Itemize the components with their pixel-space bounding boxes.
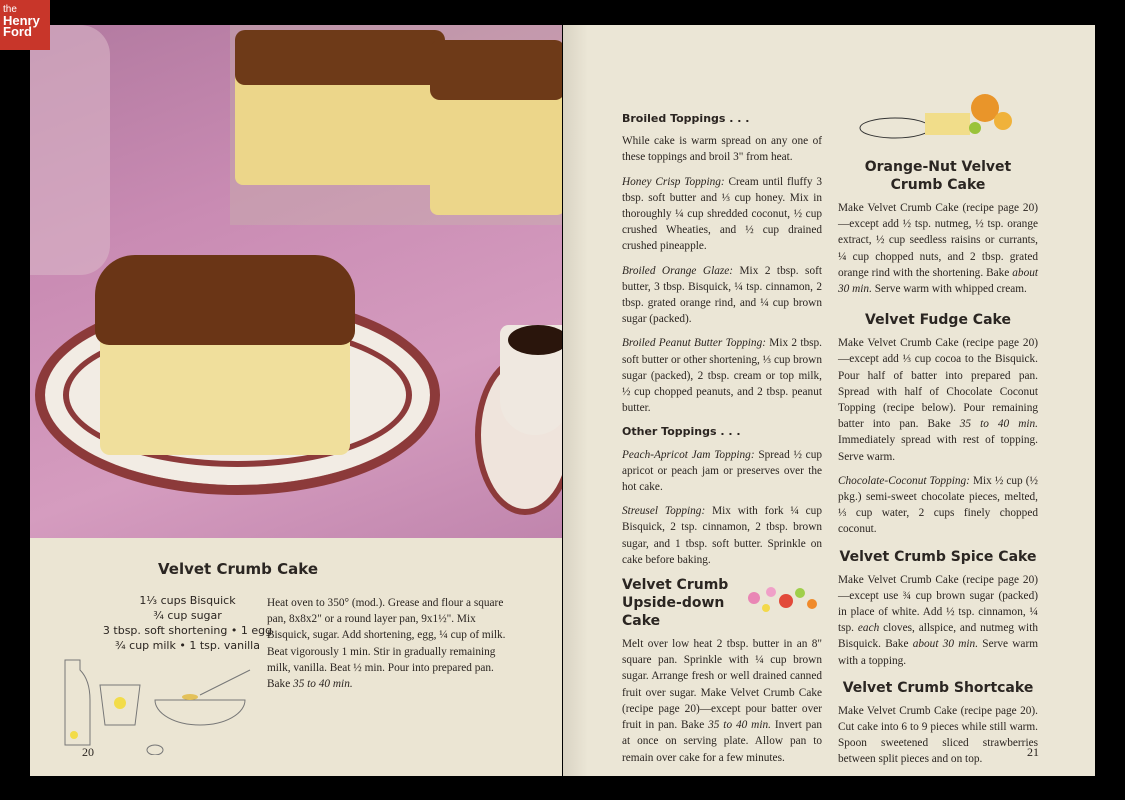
recipe-title: Velvet Crumb Cake bbox=[158, 560, 318, 578]
ingredients-list bbox=[100, 593, 275, 653]
other-toppings-heading: Other Toppings . . . bbox=[622, 425, 741, 439]
broiled-intro: While cake is warm spread on any one of these toppings and broil 3" from heat. bbox=[622, 135, 822, 164]
cake-photo bbox=[30, 25, 562, 538]
ingredient: 1⅓ cups Bisquick bbox=[139, 594, 236, 607]
upside-down-cake-text: Melt over low heat 2 tbsp. butter in an 8" square pan. Sprinkle with ¼ cup brown sugar. Arrange fresh or well drained canned fruit over sugar. Make Velvet Crumb Cake (recipe page 20)—except pour batter over fruit in pan. Bake 35 to 40 min. Invert pan at once on serving plate. Allow pan to remain over cake for a few minutes. bbox=[622, 638, 822, 764]
streusel-topping: Streusel Topping: Mix with fork ¼ cup Bisquick, 2 tsp. cinnamon, 2 tbsp. brown sugar, and 1 tbsp. soft butter. Sprinkle on cake before baking. bbox=[622, 505, 822, 566]
orange-nut-cake-title: Orange-Nut Velvet Crumb Cake bbox=[864, 159, 1012, 193]
broiled-toppings-heading: Broiled Toppings . . . bbox=[622, 112, 750, 125]
henry-ford-logo: the Henry Ford bbox=[0, 0, 50, 50]
fudge-cake-title: Velvet Fudge Cake bbox=[865, 312, 1011, 329]
right-column bbox=[838, 158, 1038, 776]
spice-cake-title: Velvet Crumb Spice Cake bbox=[839, 548, 1037, 565]
broiled-peanut-butter-topping: Broiled Peanut Butter Topping: Mix 2 tbsp. soft butter or other shortening, ⅓ cup brown sugar (packed), 2 tbsp. cream or top milk, ½ cup chopped peanuts, and 2 tbsp. peanut butter. bbox=[622, 337, 823, 415]
honey-crisp-topping: Honey Crisp Topping: Cream until fluffy 3 tbsp. soft butter and ⅓ cup honey. Mix in thoroughly ¼ cup shredded coconut, ½ cup crushed Wheaties, and ½ cup drained crushed pineapple. bbox=[622, 175, 822, 253]
chocolate-coconut-topping: Chocolate-Coconut Topping: Mix ½ cup (½ pkg.) semi-sweet chocolate pieces, melted, ⅓ cup water, 2 cups finely chopped coconut. bbox=[838, 474, 1038, 536]
bake-label: Bake bbox=[267, 678, 294, 691]
spice-cake-text: Make Velvet Crumb Cake (recipe page 20)—except use ¾ cup brown sugar (packed) in place of white. Add ½ tsp. cinnamon, ¼ tsp. each cloves, allspice, and nutmeg with Bisquick. Bake about 30 min. Serve warm with a topping. bbox=[838, 573, 1038, 667]
shortcake-text: Make Velvet Crumb Cake (recipe page 20). Cut cake into 6 to 9 pieces while still warm. Spoon sweetened sliced strawberries between split pieces and on top. bbox=[838, 704, 1038, 766]
ingredient: 3 tbsp. soft shortening • 1 egg bbox=[102, 624, 273, 637]
fudge-cake-text: Make Velvet Crumb Cake (recipe page 20)—except add ⅓ cup cocoa to the Bisquick. Pour half of batter into prepared pan. Spread with half of Chocolate Coconut Topping (recipe below). Pour remaining batter into pan. Bake 35 to 40 min. Immediately spread with rest of topping. Serve warm. bbox=[838, 337, 1039, 463]
fruit-illustration bbox=[742, 582, 822, 616]
orange-nut-cake-text: Make Velvet Crumb Cake (recipe page 20)—except add ½ tsp. nutmeg, ½ tsp. orange extract, ½ cup seedless raisins or currants, ¼ cup chopped nuts, and 2 tbsp. grated orange rind with the shortening. Bake about 30 min. Serve warm with whipped cream. bbox=[838, 202, 1038, 296]
shortcake-title: Velvet Crumb Shortcake bbox=[842, 679, 1034, 696]
mixing-bowl-illustration bbox=[60, 655, 260, 755]
orange-cake-illustration bbox=[855, 83, 1035, 153]
right-page bbox=[563, 25, 1095, 776]
page-number: 21 bbox=[1027, 745, 1039, 759]
ingredient: ¾ cup milk • 1 tsp. vanilla bbox=[115, 639, 260, 652]
broiled-orange-glaze: Broiled Orange Glaze: Mix 2 tbsp. soft butter, 3 tbsp. Bisquick, ¼ tsp. cinnamon, 2 tbsp. grated orange rind, and ¼ cup brown sugar (packed). bbox=[622, 264, 822, 326]
directions-text: Heat oven to 350° (mod.). Grease and flour a square pan, 8x8x2" or a round layer pan, 9x1½". Mix Bisquick, sugar. Add shortening, egg, ¼ cup of milk. Beat vigorously 1 min. Stir in gradually remaining milk, vanilla. Beat ½ min. Pour into prepared pan. bbox=[267, 597, 506, 674]
left-column bbox=[622, 111, 822, 774]
left-page bbox=[30, 25, 562, 776]
directions bbox=[267, 595, 512, 692]
ingredient: ¾ cup sugar bbox=[153, 609, 222, 622]
page-number: 20 bbox=[82, 745, 94, 759]
upside-down-cake-title: Velvet Crumb Upside-down Cake bbox=[622, 577, 729, 630]
peach-apricot-topping: Peach-Apricot Jam Topping: Spread ½ cup apricot or peach jam or preserves over the hot cake. bbox=[622, 448, 822, 494]
bake-time: 35 to 40 min. bbox=[293, 678, 353, 691]
